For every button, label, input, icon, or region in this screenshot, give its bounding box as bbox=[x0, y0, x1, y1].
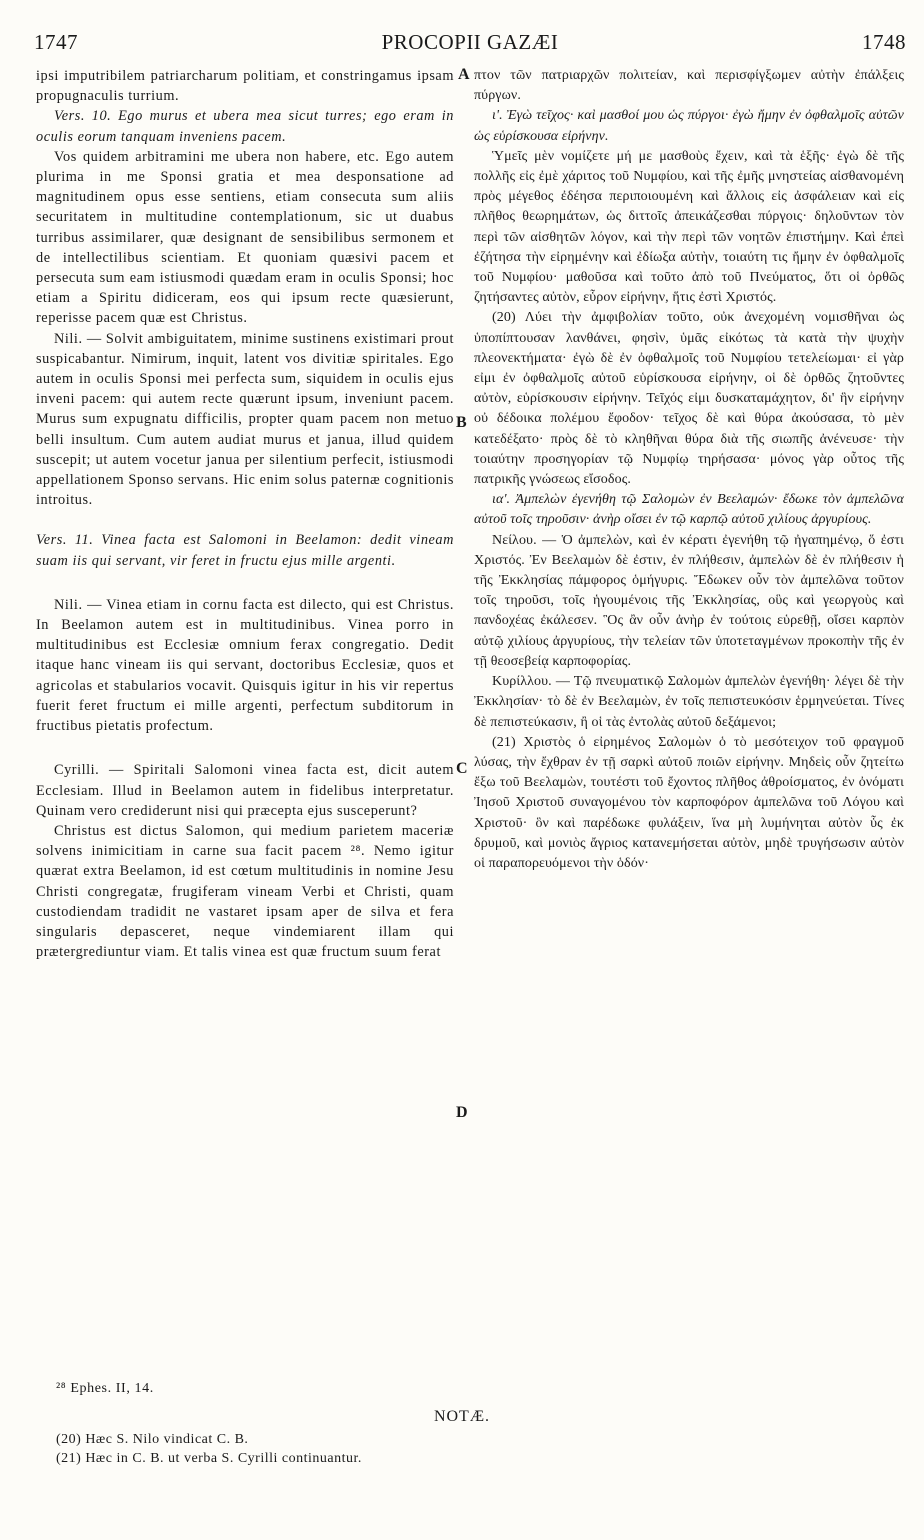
verse-heading-11: Vers. 11. Vinea facta est Salomoni in Beelamon: dedit vineam suam iis qui servant, vir feret in fructu ejus mille argenti. bbox=[36, 532, 454, 569]
greek-paragraph: πτον τῶν πατριαρχῶν πολιτείαν, καὶ περισφίγξωμεν αὐτὴν ἐπάλξεις πύργων. bbox=[474, 68, 904, 104]
margin-marker-a: A bbox=[458, 66, 470, 83]
left-page-number: 1747 bbox=[34, 30, 78, 54]
footnote: ²⁸ Ephes. II, 14. bbox=[56, 1381, 154, 1396]
latin-paragraph: Christus est dictus Salomon, qui medium parietem maceriæ solvens inimicitiam in carne sua facit pacem ²⁸. Nemo igitur quærat extra Beelamon, id est cœtum multitudinis in nomine Jesu Christi congregatæ, frugiferam vineam Verbi et Christi, quam custodiendam tradidit ne vastaret ipsam aper de silva et fera singularis depasceret, neque vindemiarent illam qui prætergrediuntur viam. Et talis vinea est quæ fructum suum ferat bbox=[36, 822, 454, 961]
margin-marker-b: B bbox=[456, 414, 467, 431]
latin-paragraph: Vos quidem arbitramini me ubera non habere, etc. Ego autem plurima in me Sponsi gratia et mea desponsatione ad magnitudinem opus esse sentiens, etiam consecuta sum aliis securitatem in multitudine contemplationum, sic ut duabus turribus assimilarer, quæ designant de sensibilibus sermonem et de intellectilibus scientiam. Et quoniam quæsivi pacem et persecuta sum eam istiusmodi quædam eram in oculis Sponsi; hoc etiam a Spiritu didiceram, eos qui ipsum recte quæsierunt, reperisse pacem quæ est Christus. bbox=[36, 148, 454, 327]
right-page-number: 1748 bbox=[862, 30, 906, 54]
greek-paragraph: (20) Λύει τὴν ἀμφιβολίαν τοῦτο, οὐκ ἀνεχομένη νομισθῆναι ὡς ὑποπίπτουσαν λανθάνει, φησὶν, ὑμᾶς εἰκότως τὰ κατὰ τὴν ψυχὴν πλεονεκτήματα· ἐγὼ δὲ ἐν ὀφθαλμοῖς τοῦ Νυμφίου τετελείωμαι· εἰ γὰρ εἰμι ἐν ὀφθαλμοῖς αὐτοῦ εὑρίσκουσα εἰρήνην, οἱ δὲ ὀρθῶς ζητοῦντες αὐτὸν, εὑρίσκουσιν εἰρήνην. Τεῖχός εἰμι δυσκαταμάχητον, δι' ἣν εἰρήνην οὐ δέδοικα πολέμου ἔφοδον· τεῖχος δὲ καὶ θύρα ἀκούσασα, τὸ μὲν κατεδέξατο· πρὸς δὲ τὸ κληθῆναι θύρα διὰ τῆς σιωπῆς ἀνένευσε· τὴν τοιαύτην προσηγορίαν τῷ Νυμφίῳ τηρήσασα· μόνος γὰρ οὗτος τῆς πατρικῆς γνώσεως εἴσοδος. bbox=[474, 310, 904, 488]
note-item: (20) Hæc S. Nilo vindicat C. B. bbox=[56, 1432, 249, 1447]
greek-verse-heading-11: ια'. Ἀμπελὼν ἐγενήθη τῷ Σαλομὼν ἐν Βεελαμών· ἔδωκε τὸν ἀμπελῶνα αὐτοῦ τοῖς τηροῦσιν· ἀνὴρ οἴσει ἐν τῷ καρπῷ αὐτοῦ χιλίους ἀργυρίους. bbox=[474, 492, 904, 528]
page-header bbox=[34, 30, 906, 60]
margin-marker-c: C bbox=[456, 760, 468, 777]
margin-marker-d: D bbox=[456, 1104, 468, 1121]
notes-list bbox=[56, 1430, 362, 1468]
latin-column bbox=[36, 66, 454, 962]
greek-paragraph: Κυρίλλου. — Τῷ πνευματικῷ Σαλομὼν ἀμπελὼν ἐγενήθη· λέγει δὲ τὴν Ἐκκλησίαν· τὸ δὲ ἐν Βεελαμὼν, ἐν τοῖς πεπιστευκόσιν ἑρμηνεύεται. Τίνες δὲ πεπιστεύκασιν, ἢ οἱ τὰς ἐντολὰς αὐτοῦ δεξάμενοι; bbox=[474, 674, 904, 730]
greek-paragraph: (21) Χριστὸς ὁ εἰρημένος Σαλομὼν ὁ τὸ μεσότειχον τοῦ φραγμοῦ λύσας, τὴν ἔχθραν ἐν τῇ σαρκὶ αὐτοῦ ποιῶν εἰρήνην. Μηδεὶς οὖν ζητείτω ἔξω τοῦ Βεελαμὼν, τουτέστι τοῦ ἔχοντος πλῆθος ἀθροίσματος, ἐν ὀνόματι Ἰησοῦ Χριστοῦ συναγομένου τὸν καρποφόρον ἀμπελῶνα τοῦ Λόγου καὶ Χριστοῦ· ὃν καὶ παρέδωκε φυλάξειν, ἵνα μὴ λυμήνηται αὐτὸν ὗς ἐκ δρυμοῦ, καὶ μονιὸς ἄγριος κατανεμήσεται αὐτὸν, μηδὲ τρυγήσωσιν αὐτὸν οἱ παραπορευόμενοι τὴν ὁδόν· bbox=[474, 734, 904, 871]
greek-column bbox=[474, 66, 904, 874]
greek-paragraph: Ὑμεῖς μὲν νομίζετε μή με μασθοὺς ἔχειν, καὶ τὰ ἑξῆς· ἐγὼ δὲ τῆς πολλῆς εἰς ἐμὲ χάριτος τοῦ Νυμφίου, καὶ τῆς ἐμῆς μνηστείας αἰσθανομένη πρὸς μέγεθος ἐδέησα περιποιουμένη καὶ ἄλλοις εἰς ἀσφάλειαν καὶ εἰς πλῆθος θεωρημάτων, ὡς διττοῖς ἀπεικάζεσθαι πύργοις· δηλοῦντων τὸν περὶ τῶν αἰσθητῶν λόγον, καὶ τὴν περὶ τῶν νοητῶν ἐπιστήμην. Καὶ ἐπεὶ ἐζήτησα τὴν εἰρημένην καὶ ἐδίωξα αὐτὴν, τοιαύτη τις ἤμην ἐν ὀφθαλμοῖς τοῦ Νυμφίου· μαθοῦσα καὶ τοῦτο ἀπὸ τοῦ Πνεύματος, ὅτι οἱ ὀρθῶς ζητήσαντες αὐτὸν, εὗρον εἰρήνην, ἥτις ἐστὶ Χριστός. bbox=[474, 148, 904, 306]
running-title: PROCOPII GAZÆI bbox=[381, 30, 559, 54]
notes-title: NOTÆ. bbox=[433, 1408, 491, 1425]
latin-paragraph: Nili. — Vinea etiam in cornu facta est dilecto, qui est Christus. In Beelamon autem est in multitudinibus. Vinea porro in multitudinibus est Ecclesiæ omnium ferax congregatio. Dedit itaque hanc vineam iis qui servant, doctoribus Ecclesiæ, quos et agricolas et stabularios vocavit. Quisquis igitur in his vir repertus fuerit feret fructum ei mille argenti, perfectum subditorum in fructibus pietatis profectum. bbox=[36, 596, 454, 735]
greek-verse-heading-10: ι'. Ἐγὼ τεῖχος· καὶ μασθοί μου ὡς πύργοι· ἐγὼ ἤμην ἐν ὀφθαλμοῖς αὐτῶν ὡς εὑρίσκουσα εἰρήνην. bbox=[474, 108, 904, 144]
latin-paragraph: Cyrilli. — Spiritali Salomoni vinea facta est, dicit autem Ecclesiam. Illud in Beelamon autem in fidelibus interpretatur. Quinam vero crediderunt nisi qui præcepta ejus susceperunt? bbox=[36, 762, 454, 819]
latin-paragraph: Nili. — Solvit ambiguitatem, minime sustinens existimari prout suspicabantur. Nimirum, inquit, latent vos divitiæ spiritales. Ego autem in oculis Sponsi mei perfecta sum, siquidem in oculis ejus inveni pacem: qui autem recte quærunt ipsum, inveniunt pacem. Murus sum expugnatu difficilis, propter quam pacem non metuo belli insultum. Cum autem audiat murus et janua, illud quidem suscepit; ut autem vocetur janua per silentium perfecit, istiusmodi appellationem Sponso servans. Hic enim solus paternæ cognitionis introitus. bbox=[36, 330, 454, 509]
note-item: (21) Hæc in C. B. ut verba S. Cyrilli continuantur. bbox=[56, 1451, 362, 1466]
latin-paragraph: ipsi imputribilem patriarcharum politiam, et constringamus ipsam propugnaculis turrium. bbox=[36, 68, 454, 105]
greek-paragraph: Νείλου. — Ὁ ἀμπελὼν, καὶ ἐν κέρατι ἐγενήθη τῷ ἠγαπημένῳ, ὅ ἐστι Χριστός. Ἐν Βεελαμὼν δὲ ἐστιν, ἐν πλήθεσιν, ἀμπελὼν δὲ ἐν πλήθεσιν ἡ τῆς Ἐκκλησίας πάμφορος ὁμήγυρις. Ἔδωκεν οὖν τὸν ἀμπελῶνα τοῦτον τοῖς τηροῦσι, τοῖς ἡγουμένοις τῆς Ἐκκλησίας, οὓς καὶ γεωργοὺς καὶ πανδοχέας ἐκάλεσεν. Ὃς ἂν οὖν ἀνὴρ ἐν τούτοις εὑρεθῇ, οἴσει καρπὸν αὐτῷ χιλίους ἀργυρίους, τὴν τελείαν τῶν ὑποτεταγμένων προκοπὴν τῆς ἐν τῇ θεοσεβείᾳ καρποφορίας. bbox=[474, 532, 904, 669]
verse-heading-10: Vers. 10. Ego murus et ubera mea sicut turres; ego eram in oculis eorum tanquam inveniens pacem. bbox=[36, 108, 454, 145]
